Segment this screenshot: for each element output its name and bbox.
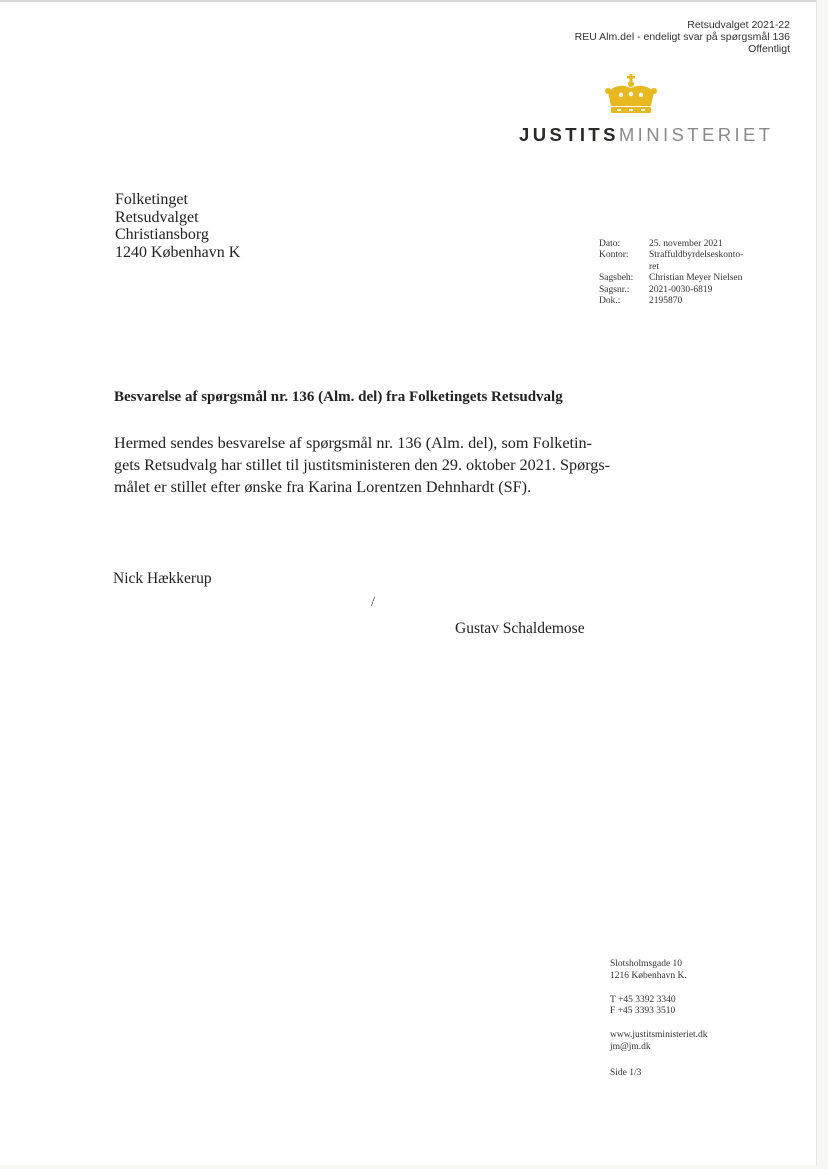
top-border xyxy=(0,0,816,2)
meta-row-dato xyxy=(599,239,761,250)
meta-value: 25. november 2021 xyxy=(649,239,723,249)
footer-city: 1216 København K. xyxy=(610,970,687,981)
body-line-1: Hermed sendes besvarelse af spørgsmål nr. 136 (Alm. del), som Folketin- xyxy=(114,434,592,452)
footer-fax: F +45 3393 3510 xyxy=(610,1006,676,1017)
footer-phone: T +45 3392 3340 xyxy=(610,994,676,1005)
body-line-2: gets Retsudvalg har stillet til justitsministeren den 29. oktober 2021. Spørgs- xyxy=(114,456,611,474)
document-stamp xyxy=(575,19,790,55)
meta-row-sagsnr xyxy=(599,285,761,296)
stamp-line-2: REU Alm.del - endeligt svar på spørgsmål 136 xyxy=(574,31,790,43)
ministry-logo xyxy=(519,124,773,146)
meta-label: Kontor: xyxy=(599,250,629,261)
signature-separator: / xyxy=(371,594,376,610)
crown-icon xyxy=(604,74,658,116)
document-metadata xyxy=(599,239,761,307)
signature-minister: Nick Hækkerup xyxy=(113,570,212,587)
recipient-line-2: Retsudvalget xyxy=(115,208,199,226)
meta-label: Sagsbeh: xyxy=(599,273,634,284)
recipient-line-4: 1240 København K xyxy=(115,243,241,261)
page-number: Side 1/3 xyxy=(610,1067,642,1078)
letter-body xyxy=(114,432,611,498)
meta-value: ret xyxy=(649,261,660,272)
meta-value: 2195870 xyxy=(649,296,683,307)
stamp-line-3: Offentligt xyxy=(748,43,790,55)
logo-part-2: MINISTERIET xyxy=(618,124,774,145)
recipient-address xyxy=(115,191,240,261)
logo-part-1: JUSTITS xyxy=(519,124,619,145)
recipient-line-1: Folketinget xyxy=(115,191,188,208)
meta-value: 2021-0030-6819 xyxy=(649,284,713,295)
footer-web[interactable]: www.justitsministeriet.dk xyxy=(610,1030,708,1041)
recipient-line-3: Christiansborg xyxy=(115,226,209,243)
meta-value: Christian Meyer Nielsen xyxy=(649,273,743,284)
meta-label: Dok.: xyxy=(599,296,621,307)
meta-row-sagsbeh xyxy=(599,273,761,284)
letter-heading: Besvarelse af spørgsmål nr. 136 (Alm. del) fra Folketingets Retsudvalg xyxy=(114,389,563,405)
meta-label: Sagsnr.: xyxy=(599,284,630,295)
footer-contact xyxy=(610,959,708,1080)
stamp-line-1: Retsudvalget 2021-22 xyxy=(687,19,790,31)
footer-email[interactable]: jm@jm.dk xyxy=(610,1041,651,1052)
signature-official: Gustav Schaldemose xyxy=(455,620,585,637)
meta-row-kontor-cont xyxy=(599,262,761,273)
meta-row-dok xyxy=(599,296,761,307)
meta-row-kontor xyxy=(599,250,761,261)
footer-street: Slotsholmsgade 10 xyxy=(610,959,683,969)
body-line-3: målet er stillet efter ønske fra Karina Lorentzen Dehnhardt (SF). xyxy=(114,478,532,496)
meta-label: Dato: xyxy=(599,239,621,249)
meta-value: Straffuldbyrdelseskonto- xyxy=(649,250,744,261)
